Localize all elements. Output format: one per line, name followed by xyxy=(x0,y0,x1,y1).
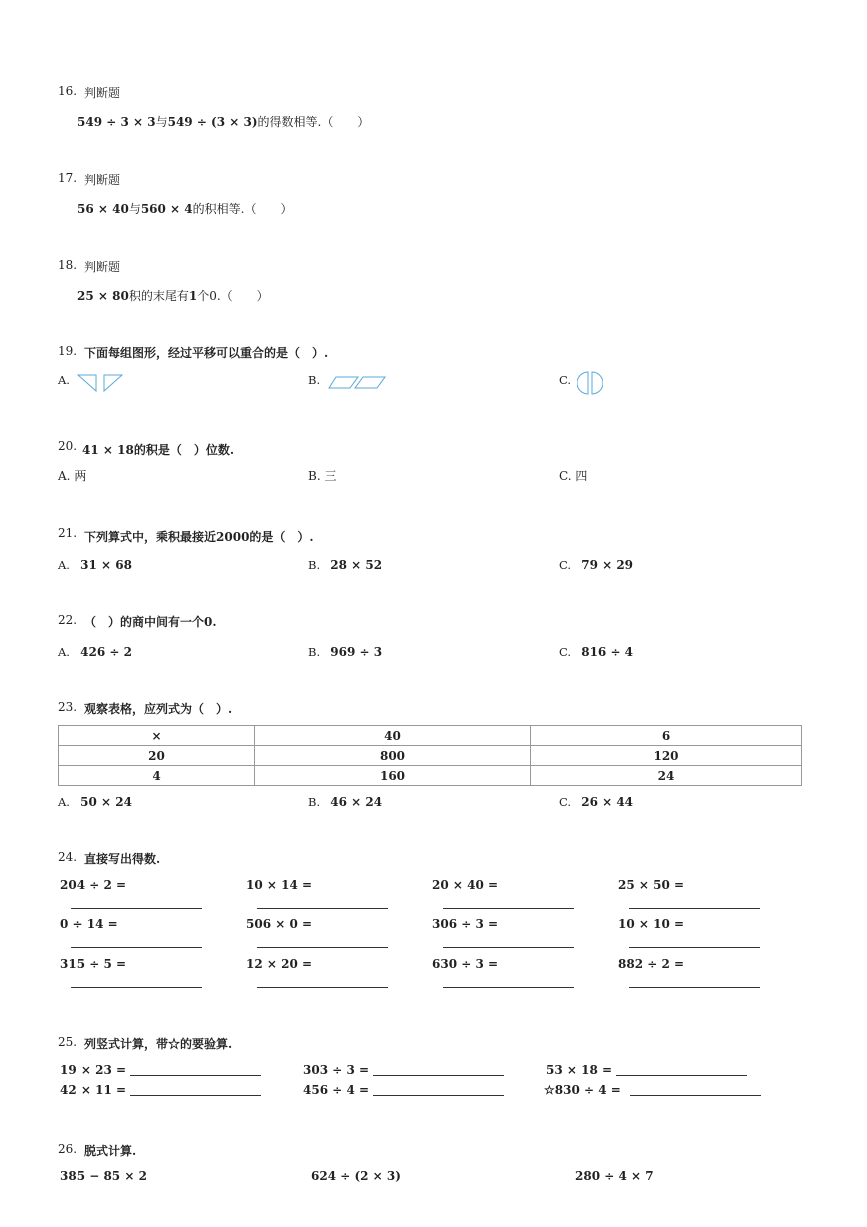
q21-stem-a: 下列算式中，乘积最接近 xyxy=(84,530,217,544)
q25-answer-line[interactable] xyxy=(130,1075,261,1076)
q25-answer-line[interactable] xyxy=(630,1095,761,1096)
option-text: 426 ÷ 2 xyxy=(80,645,132,659)
q20-option-b[interactable] xyxy=(308,467,336,484)
option-letter: B. xyxy=(308,795,321,809)
q24-item: 10 × 14 = xyxy=(246,878,313,892)
q24-item: 204 ÷ 2 = xyxy=(60,878,127,892)
q20-expr: 41 × 18 xyxy=(82,443,134,457)
q24-item: 306 ÷ 3 = xyxy=(432,917,499,931)
q18-expr1: 25 × 80 xyxy=(77,289,129,303)
option-text: 三 xyxy=(324,469,337,483)
q24-answer-line[interactable] xyxy=(443,947,574,948)
q17-type: 判断题 xyxy=(84,173,121,187)
q25-item: 303 ÷ 3 = xyxy=(303,1063,370,1077)
q22-option-c[interactable] xyxy=(559,641,633,660)
table-cell: 120 xyxy=(531,746,802,766)
q23-stem: 观察表格，应列式为（ ）. xyxy=(84,702,233,716)
q21-stem-b: 的是（ ）. xyxy=(249,530,314,544)
q25-item: 19 × 23 = xyxy=(60,1063,127,1077)
q19-option-b-parallelograms-icon[interactable] xyxy=(328,376,386,389)
q17-expr1: 56 × 40 xyxy=(77,202,129,216)
q20-stem-text: 的积是（ ）位数. xyxy=(133,443,234,457)
q20-option-a[interactable] xyxy=(58,467,86,484)
q23-number: 23. xyxy=(58,700,78,714)
option-letter: A. xyxy=(58,645,70,659)
q24-answer-line[interactable] xyxy=(257,908,388,909)
q24-stem: 直接写出得数. xyxy=(84,852,161,866)
q20-stem xyxy=(82,439,234,458)
table-cell: 160 xyxy=(255,766,531,786)
q24-answer-line[interactable] xyxy=(71,987,202,988)
q24-answer-line[interactable] xyxy=(71,908,202,909)
q25-answer-line[interactable] xyxy=(373,1095,504,1096)
q20-number: 20. xyxy=(58,439,78,453)
q19-option-a-triangles-icon[interactable] xyxy=(77,374,123,392)
q21-stem xyxy=(84,526,314,545)
q18-mid: 积的末尾有 xyxy=(128,289,189,303)
q26-number: 26. xyxy=(58,1142,78,1156)
q16-expr2: 549 ÷ (3 × 3) xyxy=(167,115,258,129)
q26-item: 385 − 85 × 2 xyxy=(60,1169,147,1183)
option-text: 26 × 44 xyxy=(581,795,634,809)
option-letter: A. xyxy=(58,795,70,809)
table-cell: 4 xyxy=(59,766,255,786)
option-letter: A. xyxy=(58,469,71,483)
q23-option-c[interactable] xyxy=(559,791,633,810)
option-letter: C. xyxy=(559,558,572,572)
q22-option-a[interactable] xyxy=(58,641,132,660)
q16-type: 判断题 xyxy=(84,86,121,100)
q20-option-c[interactable] xyxy=(559,467,587,484)
q24-answer-line[interactable] xyxy=(443,908,574,909)
table-row xyxy=(59,766,802,786)
q24-answer-line[interactable] xyxy=(629,908,760,909)
q22-number: 22. xyxy=(58,613,78,627)
q24-item: 630 ÷ 3 = xyxy=(432,957,499,971)
q19-option-c-semicircles-icon[interactable] xyxy=(577,371,603,395)
q24-item: 506 × 0 = xyxy=(246,917,313,931)
q26-stem: 脱式计算. xyxy=(84,1144,137,1158)
option-text: 31 × 68 xyxy=(80,558,132,572)
q19-option-b-letter: B. xyxy=(308,373,321,387)
q25-item: 42 × 11 = xyxy=(60,1083,127,1097)
table-cell: 6 xyxy=(531,726,802,746)
q24-answer-line[interactable] xyxy=(71,947,202,948)
option-text: 两 xyxy=(74,469,87,483)
q22-stem: （ ）的商中间有一个0. xyxy=(84,615,217,629)
q24-answer-line[interactable] xyxy=(629,987,760,988)
option-text: 46 × 24 xyxy=(330,795,383,809)
table-row xyxy=(59,746,802,766)
q19-stem: 下面每组图形，经过平移可以重合的是（ ）. xyxy=(84,346,329,360)
option-letter: A. xyxy=(58,558,70,572)
q26-item: 280 ÷ 4 × 7 xyxy=(575,1169,654,1183)
q18-type: 判断题 xyxy=(84,260,121,274)
q16-expr1: 549 ÷ 3 × 3 xyxy=(77,115,156,129)
q26-item: 624 ÷ (2 × 3) xyxy=(311,1169,401,1183)
q23-table xyxy=(58,725,802,786)
option-text: 四 xyxy=(575,469,588,483)
option-letter: C. xyxy=(559,795,572,809)
q22-option-b[interactable] xyxy=(308,641,382,660)
q17-expr2: 560 × 4 xyxy=(140,202,193,216)
q24-item: 0 ÷ 14 = xyxy=(60,917,118,931)
q25-answer-line[interactable] xyxy=(373,1075,504,1076)
table-cell: 24 xyxy=(531,766,802,786)
q23-option-b[interactable] xyxy=(308,791,382,810)
q25-answer-line[interactable] xyxy=(616,1075,747,1076)
q24-item: 20 × 40 = xyxy=(432,878,499,892)
q21-stem-num: 2000 xyxy=(216,530,250,544)
table-cell: × xyxy=(59,726,255,746)
q24-answer-line[interactable] xyxy=(629,947,760,948)
q24-answer-line[interactable] xyxy=(443,987,574,988)
q25-answer-line[interactable] xyxy=(130,1095,261,1096)
q24-number: 24. xyxy=(58,850,78,864)
table-cell: 40 xyxy=(255,726,531,746)
q23-option-a[interactable] xyxy=(58,791,132,810)
option-letter: B. xyxy=(308,469,321,483)
q16-tail: 的得数相等.（ ） xyxy=(257,115,370,129)
q24-answer-line[interactable] xyxy=(257,947,388,948)
q25-item: 456 ÷ 4 = xyxy=(303,1083,370,1097)
q16-body xyxy=(77,111,369,130)
q19-option-c-letter: C. xyxy=(559,373,572,387)
option-text: 816 ÷ 4 xyxy=(581,645,634,659)
q25-item: 53 × 18 = xyxy=(546,1063,613,1077)
q18-num1: 1 xyxy=(188,289,198,303)
q18-tail: 个0.（ ） xyxy=(197,289,269,303)
option-text: 79 × 29 xyxy=(581,558,634,572)
q25-stem: 列竖式计算，带☆的要验算. xyxy=(84,1037,233,1051)
option-letter: B. xyxy=(308,645,321,659)
table-cell: 800 xyxy=(255,746,531,766)
q24-item: 882 ÷ 2 = xyxy=(618,957,685,971)
q18-number: 18. xyxy=(58,258,78,272)
q17-tail: 的积相等.（ ） xyxy=(192,202,293,216)
q24-item: 12 × 20 = xyxy=(246,957,313,971)
q21-option-c[interactable] xyxy=(559,554,633,573)
q24-item: 25 × 50 = xyxy=(618,878,685,892)
q21-option-a[interactable] xyxy=(58,554,132,573)
q25-item: ☆830 ÷ 4 = xyxy=(544,1083,621,1097)
q19-option-a-letter: A. xyxy=(58,373,70,387)
q17-number: 17. xyxy=(58,171,78,185)
q24-item: 10 × 10 = xyxy=(618,917,685,931)
q21-number: 21. xyxy=(58,526,78,540)
option-text: 969 ÷ 3 xyxy=(330,645,383,659)
q16-mid: 与 xyxy=(155,115,168,129)
q18-body xyxy=(77,285,269,304)
q19-number: 19. xyxy=(58,344,78,358)
q17-mid: 与 xyxy=(128,202,141,216)
q21-option-b[interactable] xyxy=(308,554,382,573)
option-letter: C. xyxy=(559,469,572,483)
q24-answer-line[interactable] xyxy=(257,987,388,988)
option-letter: B. xyxy=(308,558,321,572)
table-row xyxy=(59,726,802,746)
q24-item: 315 ÷ 5 = xyxy=(60,957,127,971)
option-text: 28 × 52 xyxy=(330,558,383,572)
q17-body xyxy=(77,198,292,217)
q25-number: 25. xyxy=(58,1035,78,1049)
option-letter: C. xyxy=(559,645,572,659)
table-cell: 20 xyxy=(59,746,255,766)
option-text: 50 × 24 xyxy=(80,795,132,809)
q16-number: 16. xyxy=(58,84,78,98)
